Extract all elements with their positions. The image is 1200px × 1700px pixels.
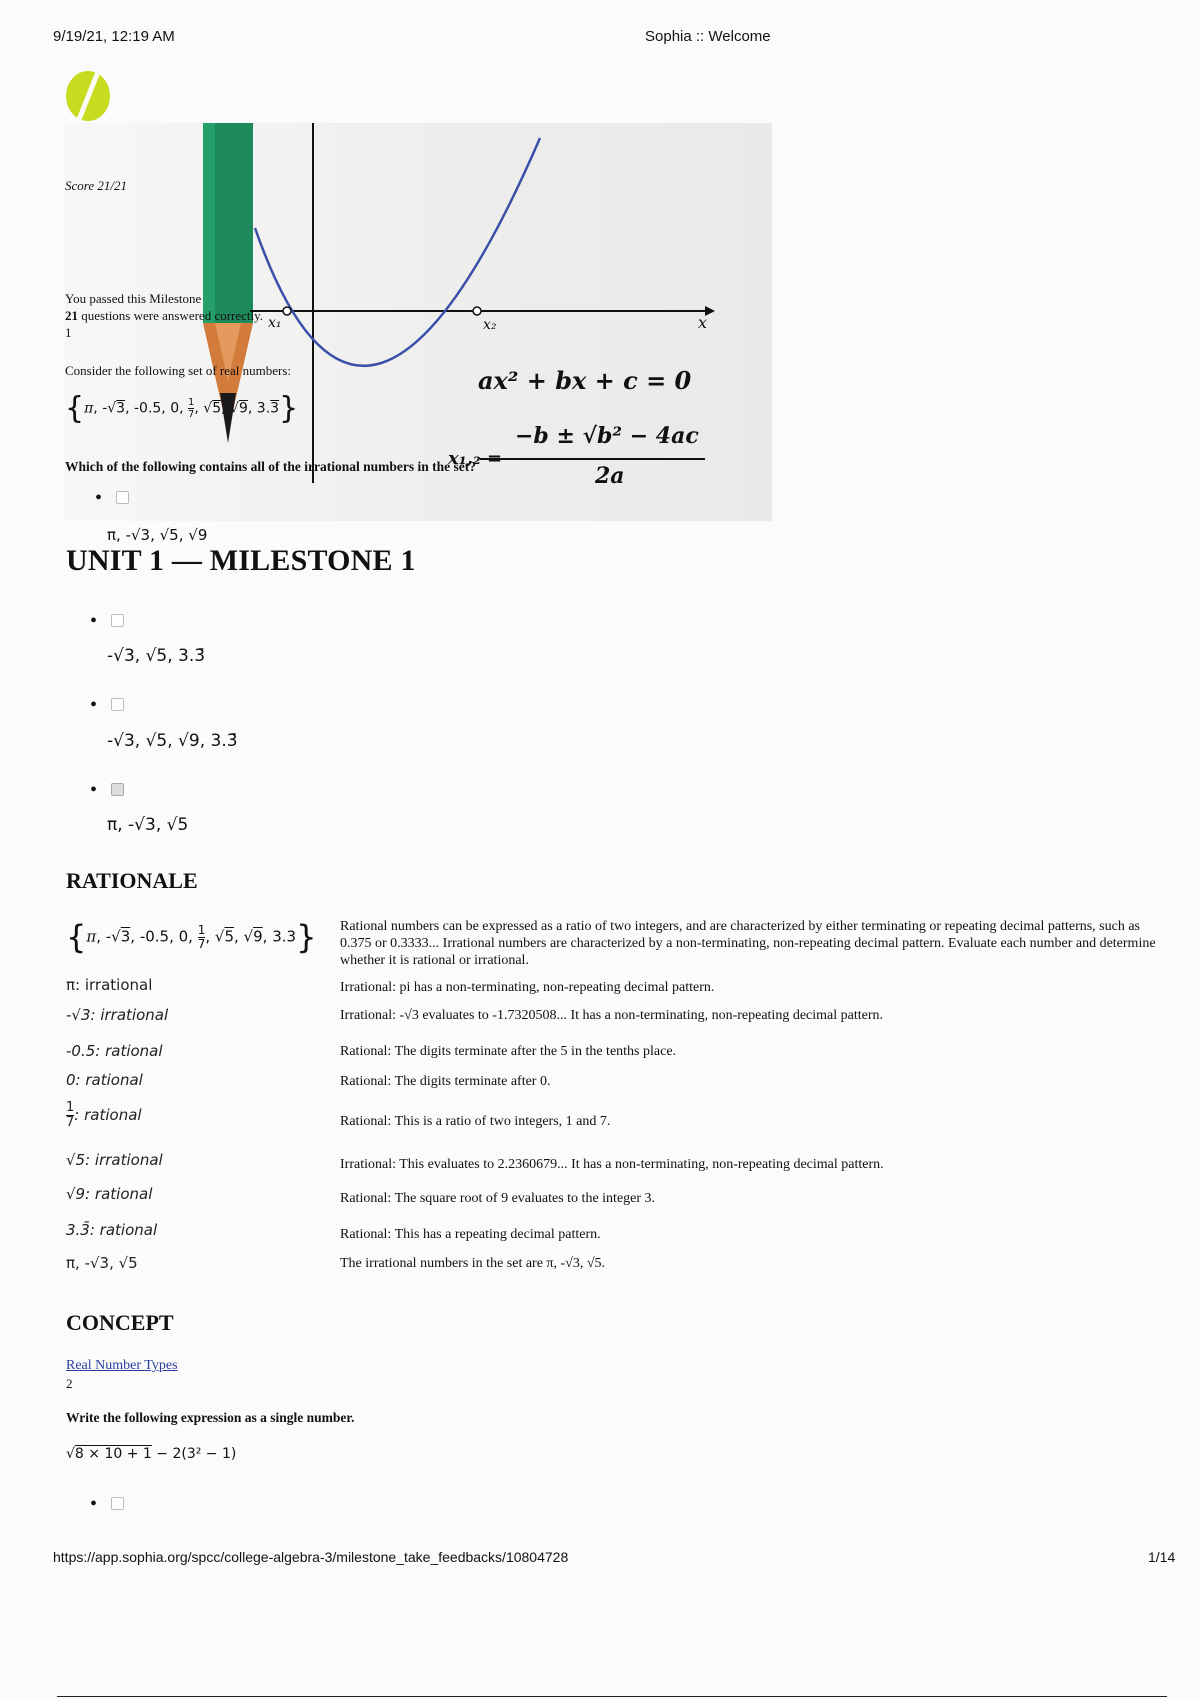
expression-remainder: − 2(3² − 1) [151,1446,237,1462]
rationale-right-5: Rational: This is a ratio of two integers, 1 and 7. [340,1114,611,1129]
rationale-left-3: -0.5: rational [66,1042,163,1060]
option-4-label: π, -√3, √5 [107,815,189,835]
option-2-checkbox[interactable] [111,614,124,627]
question-2-expression: √8 × 10 + 1 − 2(3² − 1) [66,1446,237,1462]
formula-lhs: x₁,₂ = [448,448,503,469]
formula-numerator: −b ± √b² − 4ac [515,423,699,449]
option-4[interactable]: • [90,783,124,801]
concept-link[interactable]: Real Number Types [66,1358,178,1373]
option-1[interactable]: • [95,491,129,509]
option-4-checkbox[interactable] [111,783,124,796]
rationale-left-5: $\frac{1}{7}$ : rational [66,1100,142,1130]
rationale-right-6: Irrational: This evaluates to 2.2360679... It has a non-terminating, non-repeating decimal pattern. [340,1157,884,1172]
rationale-left-4: 0: rational [66,1071,143,1089]
rationale-right-7: Rational: The square root of 9 evaluates to the integer 3. [340,1191,656,1206]
rationale-left-2: -√3: irrational [66,1006,169,1024]
score-text: Score 21/21 [65,178,127,193]
rationale-left-9: π, -√3, √5 [66,1254,138,1272]
print-page-number: 1/14 [1148,1549,1176,1565]
answered-count: 21 [65,308,78,323]
option-3[interactable]: • [90,698,124,716]
option-2-label: -√3, √5, 3.3̄ [107,646,206,666]
rationale-left-1: π: irrational [66,976,153,994]
page-divider [57,1696,1167,1697]
rationale-heading: RATIONALE [66,868,198,893]
quadratic-equation: ax² + bx + c = 0 [478,366,692,395]
root-x1-label: x₁ [268,315,282,331]
option-1-label: π, -√3, √5, √9 [107,526,208,544]
answered-text [65,308,263,324]
option-3-checkbox[interactable] [111,698,124,711]
rationale-left-7: √9: rational [66,1185,153,1203]
print-page-title: Sophia :: Welcome [645,28,771,45]
root-x2-label: x₂ [483,317,497,333]
option-1-checkbox[interactable] [116,491,129,504]
rationale-right-3: Rational: The digits terminate after the 5 in the tenths place. [340,1044,677,1059]
print-url: https://app.sophia.org/spcc/college-algebra-3/milestone_take_feedbacks/10804728 [53,1549,569,1565]
rationale-left-8: 3.3̄: rational [66,1221,158,1239]
answered-label: questions were answered correctly. [78,308,264,323]
q2-option-1[interactable]: • [90,1497,124,1515]
question-prompt: Which of the following contains all of the irrational numbers in the set? [65,459,476,474]
option-2[interactable]: • [90,614,124,632]
hero-image [65,123,772,521]
page-title: UNIT 1 — MILESTONE 1 [66,544,416,577]
passed-text: You passed this Milestone [65,291,202,306]
expression-radicand: 8 × 10 + 1 [74,1446,152,1462]
question-number: 1 [65,325,72,340]
question-2-prompt: Write the following expression as a single number. [66,1410,355,1425]
option-3-label: -√3, √5, √9, 3.3̄ [107,731,238,751]
rationale-number-set: {π, -√3, -0.5, 0, $\frac{1}{7}$ , √5, √9, 3.3} [66,918,317,956]
x-axis-label: x [698,313,708,332]
print-datetime: 9/19/21, 12:19 AM [53,28,175,45]
rationale-right-8: Rational: This has a repeating decimal pattern. [340,1227,601,1242]
rationale-right-9: The irrational numbers in the set are π, -√3, √5. [340,1256,606,1271]
question-intro: Consider the following set of real numbers: [65,363,292,378]
sophia-logo-icon [64,66,112,122]
rationale-intro: Rational numbers can be expressed as a ratio of two integers, and are characterized by either terminating or repeating decimal patterns, such as 0.375 or 0.3333... Irrational numbers are characterized by a non-terminating, non-repeating decimal pattern. Evaluate each number and determine whether it is rational or irrational. [340,919,1156,968]
rationale-right-1: Irrational: pi has a non-terminating, non-repeating decimal pattern. [340,980,715,995]
concept-heading: CONCEPT [66,1310,174,1335]
question-2-number: 2 [66,1376,73,1391]
rationale-left-6: √5: irrational [66,1151,163,1169]
q2-option-1-checkbox[interactable] [111,1497,124,1510]
rationale-right-4: Rational: The digits terminate after 0. [340,1074,551,1089]
rationale-left-5-label: : rational [74,1106,142,1124]
rationale-right-2: Irrational: -√3 evaluates to -1.7320508... It has a non-terminating, non-repeating decimal pattern. [340,1008,884,1023]
formula-denominator: 2a [595,463,625,489]
number-set: {π, -√3, -0.5, 0, $\frac{1}{7}$ , √5, √9, 3.3} [65,391,299,426]
